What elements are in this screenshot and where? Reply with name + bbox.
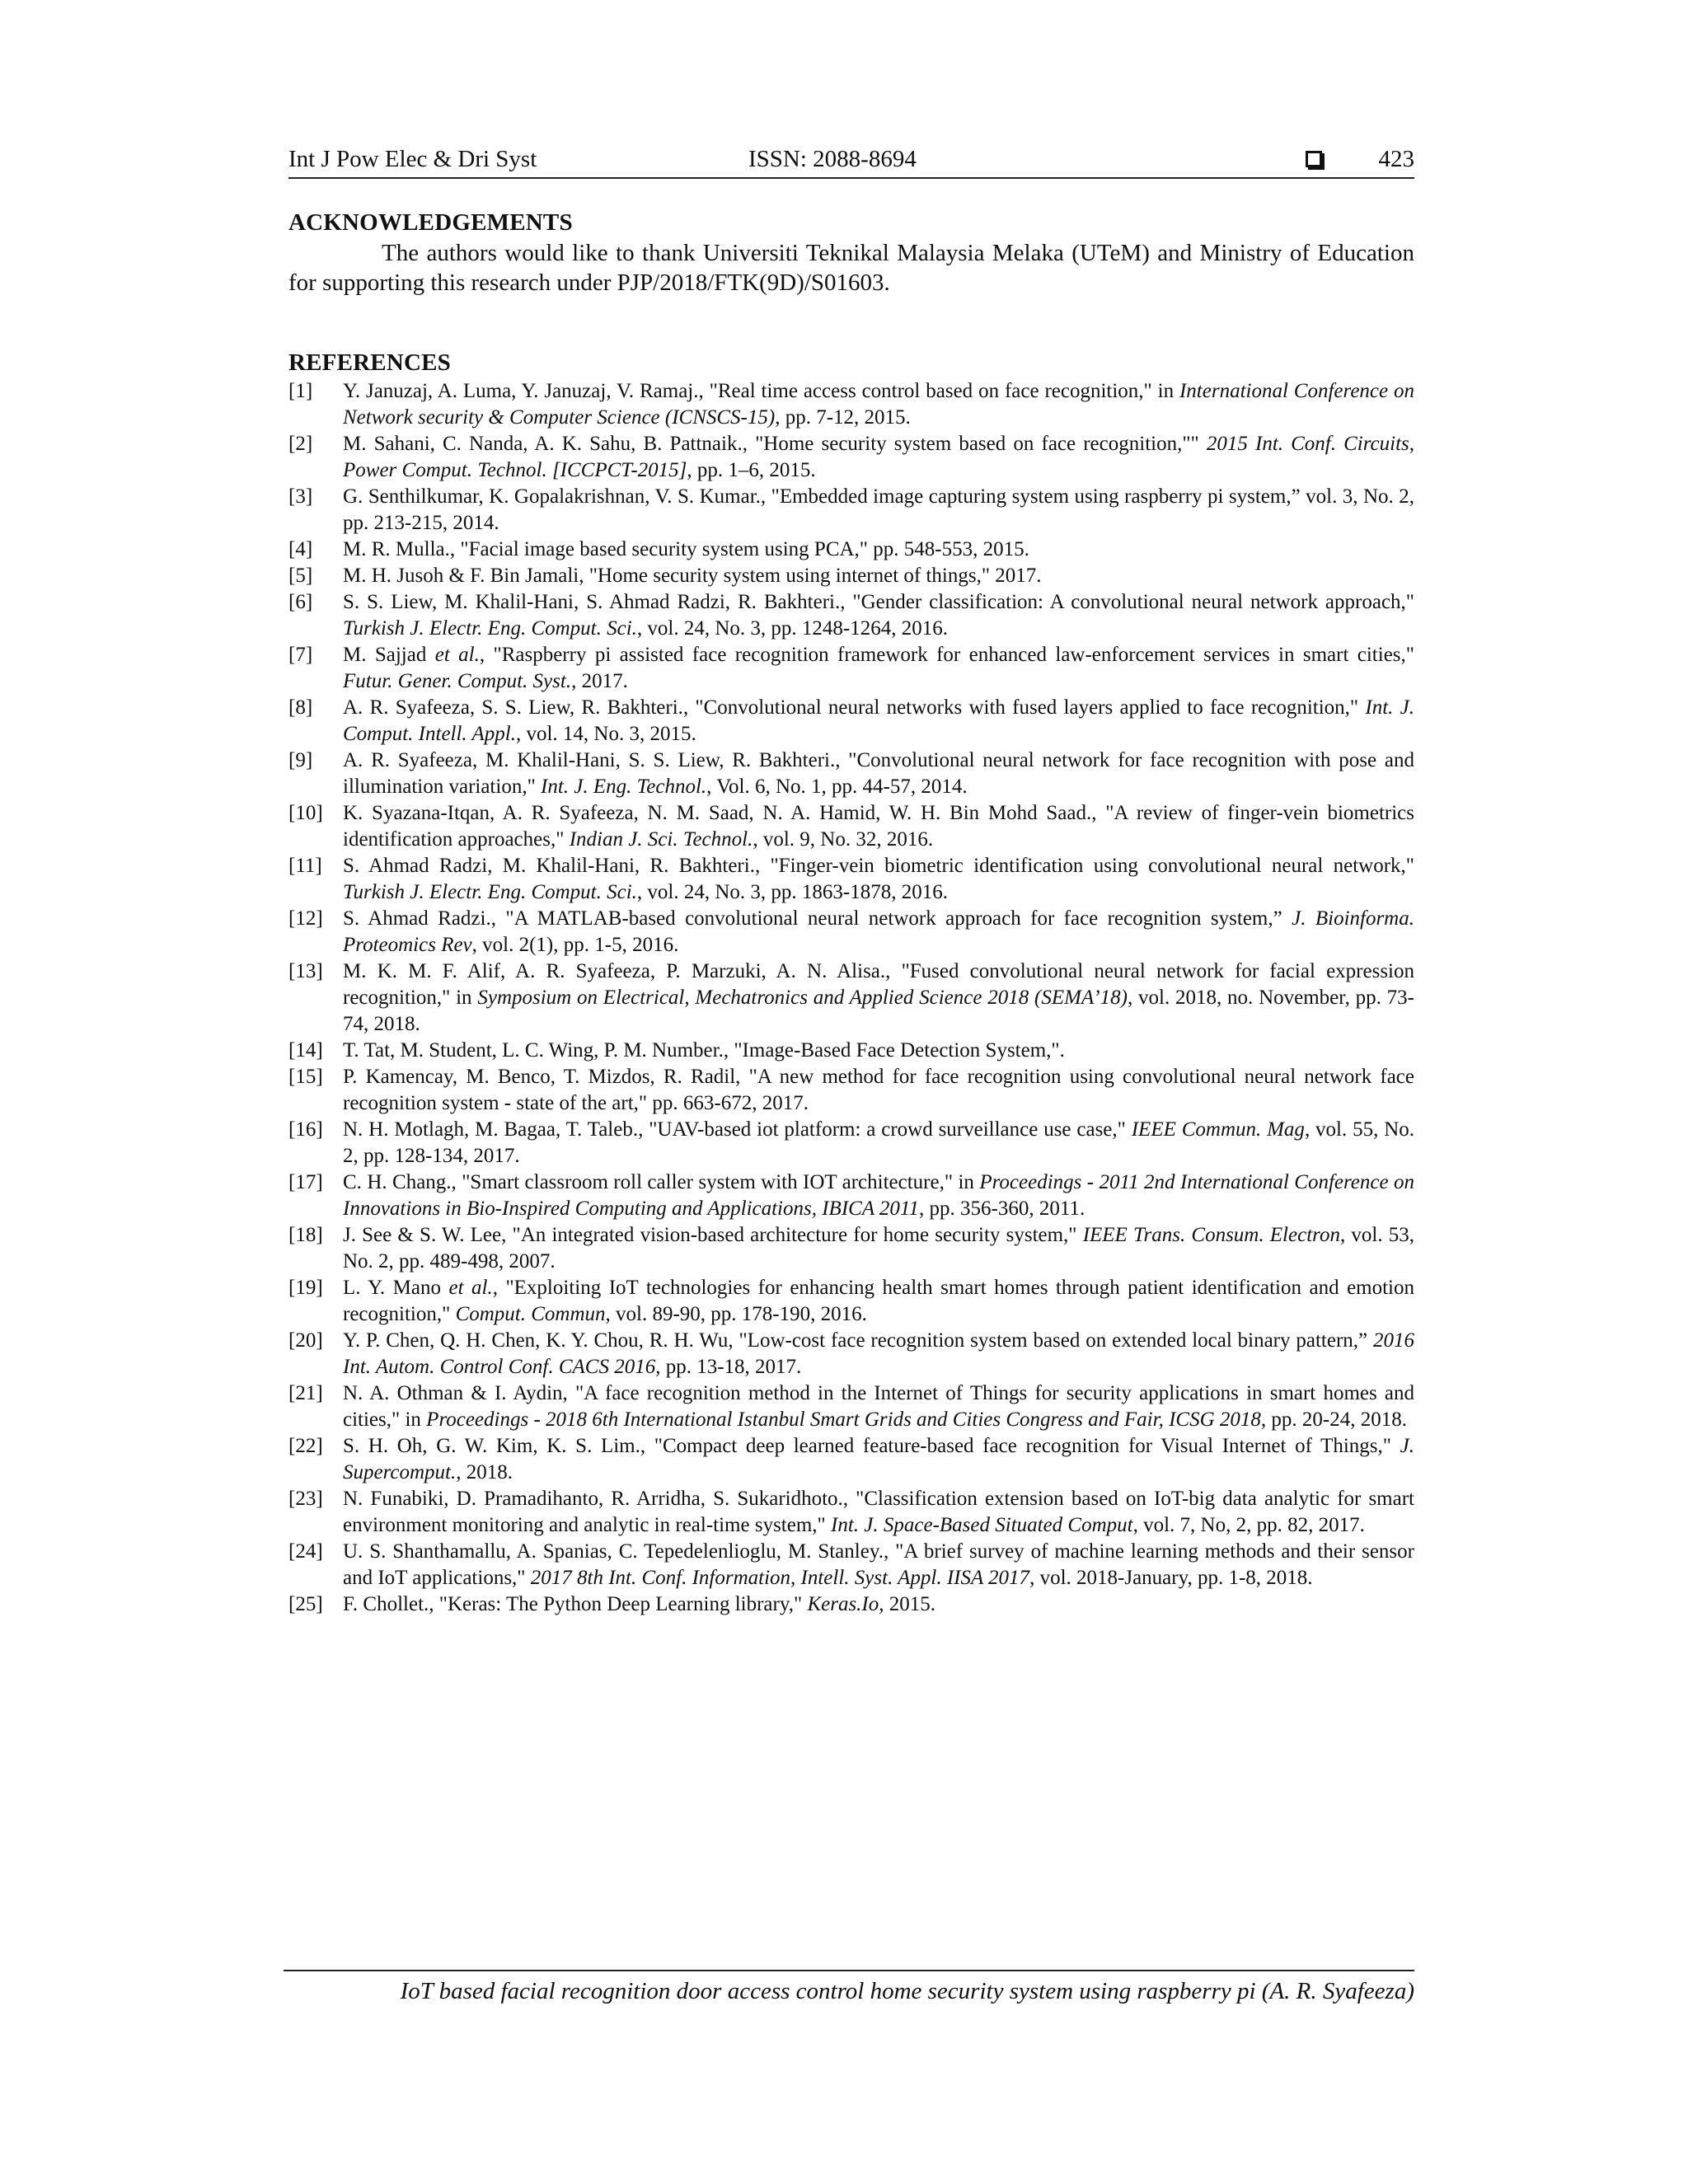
reference-text: , 2018. bbox=[456, 1461, 513, 1483]
reference-number: [12] bbox=[288, 907, 323, 930]
references-heading: REFERENCES bbox=[288, 349, 451, 376]
reference-source: IEEE Trans. Consum. Electron bbox=[1082, 1224, 1340, 1246]
reference-text: N. H. Motlagh, M. Bagaa, T. Taleb., "UAV-based iot platform: a crowd surveillance use case," bbox=[343, 1118, 1132, 1141]
reference-source: et al. bbox=[448, 1277, 493, 1299]
reference-source: Int. J. Comput. Intell. Appl. bbox=[343, 696, 1414, 745]
reference-source: Indian J. Sci. Technol. bbox=[569, 828, 753, 851]
reference-text: , vol. 14, No. 3, 2015. bbox=[515, 723, 696, 745]
reference-number: [11] bbox=[288, 855, 322, 877]
reference-text: , vol. 2018-January, pp. 1-8, 2018. bbox=[1029, 1567, 1313, 1589]
reference-text: Y. P. Chen, Q. H. Chen, K. Y. Chou, R. H. Wu, "Low-cost face recognition system based on extended local binary pattern,” bbox=[343, 1329, 1373, 1352]
reference-text: P. Kamencay, M. Benco, T. Mizdos, R. Radil, "A new method for face recognition using convolutional neural network face recognition system - state of the art," pp. 663-672, 2017. bbox=[343, 1066, 1414, 1114]
reference-text: U. S. Shanthamallu, A. Spanias, C. Tepedelenlioglu, M. Stanley., "A brief survey of machine learning methods and their sensor and IoT applications," bbox=[343, 1540, 1414, 1589]
reference-item bbox=[288, 695, 1414, 748]
reference-number: [21] bbox=[288, 1382, 323, 1404]
reference-text: , vol. 2(1), pp. 1-5, 2016. bbox=[471, 934, 679, 956]
reference-source: 2015 Int. Conf. Circuits, Power Comput. Technol. [ICCPCT-2015] bbox=[343, 433, 1415, 481]
reference-source: Turkish J. Electr. Eng. Comput. Sci. bbox=[343, 617, 637, 640]
reference-item bbox=[288, 378, 1414, 431]
reference-text: S. S. Liew, M. Khalil-Hani, S. Ahmad Radzi, R. Bakhteri., "Gender classification: A convolutional neural network approach," bbox=[343, 591, 1414, 613]
reference-source: Symposium on Electrical, Mechatronics and Applied Science 2018 (SEMA’18) bbox=[477, 987, 1128, 1009]
reference-number: [5] bbox=[288, 565, 313, 587]
reference-item bbox=[288, 800, 1414, 853]
reference-number: [19] bbox=[288, 1277, 323, 1299]
reference-text: , Vol. 6, No. 1, pp. 44-57, 2014. bbox=[706, 776, 968, 798]
reference-item bbox=[288, 1328, 1414, 1380]
reference-text: S. Ahmad Radzi, M. Khalil-Hani, R. Bakhteri., "Finger-vein biometric identification using convolutional neural network," bbox=[343, 855, 1414, 877]
reference-text: S. Ahmad Radzi., "A MATLAB-based convolutional neural network approach for face recognition system,” bbox=[343, 907, 1292, 930]
reference-number: [2] bbox=[288, 433, 313, 455]
reference-source: 2017 8th Int. Conf. Information, Intell. Syst. Appl. IISA 2017 bbox=[530, 1567, 1030, 1589]
reference-text: , vol. 7, No, 2, pp. 82, 2017. bbox=[1132, 1514, 1365, 1536]
reference-text: Y. Januzaj, A. Luma, Y. Januzaj, V. Ramaj., "Real time access control based on face recognition," in bbox=[343, 380, 1179, 402]
reference-item bbox=[288, 853, 1414, 906]
reference-text: , vol. 89-90, pp. 178-190, 2016. bbox=[605, 1303, 867, 1325]
reference-number: [10] bbox=[288, 802, 323, 824]
reference-source: Int. J. Eng. Technol. bbox=[541, 776, 707, 798]
reference-number: [9] bbox=[288, 749, 313, 771]
reference-number: [14] bbox=[288, 1039, 323, 1062]
reference-text: , pp. 356-360, 2011. bbox=[919, 1197, 1085, 1220]
reference-number: [3] bbox=[288, 485, 313, 508]
reference-number: [18] bbox=[288, 1224, 323, 1246]
reference-number: [7] bbox=[288, 644, 313, 666]
reference-text: , "Exploiting IoT technologies for enhancing health smart homes through patient identification and emotion recognition," bbox=[343, 1277, 1414, 1325]
reference-text: F. Chollet., "Keras: The Python Deep Learning library," bbox=[343, 1593, 808, 1615]
reference-source: Proceedings - 2011 2nd International Conference on Innovations in Bio-Inspired Computing and Applications, IBICA 2011 bbox=[343, 1171, 1414, 1220]
reference-number: [24] bbox=[288, 1540, 323, 1563]
reference-item bbox=[288, 1486, 1414, 1539]
reference-item bbox=[288, 589, 1414, 642]
reference-text: M. Sajjad bbox=[343, 644, 435, 666]
acknowledgements-body: The authors would like to thank Universiti Teknikal Malaysia Melaka (UTeM) and Ministry of Education for supporting this research under PJP/2018/FTK(9D)/S01603. bbox=[288, 240, 1414, 296]
running-footer: IoT based facial recognition door access control home security system using raspberry pi (A. R. Syafeeza) bbox=[284, 1970, 1414, 2005]
reference-text: M. K. M. F. Alif, A. R. Syafeeza, P. Marzuki, A. N. Alisa., "Fused convolutional neural network for facial expression recognition," in bbox=[343, 960, 1414, 1009]
reference-item bbox=[288, 1038, 1414, 1064]
reference-source: Keras.Io bbox=[807, 1593, 879, 1615]
paper-page bbox=[288, 0, 1414, 2184]
reference-text: , vol. 53, No. 2, pp. 489-498, 2007. bbox=[343, 1224, 1414, 1272]
reference-item bbox=[288, 1591, 1414, 1618]
reference-text: , pp. 13-18, 2017. bbox=[655, 1356, 802, 1378]
reference-source: et al. bbox=[434, 644, 480, 666]
reference-text: G. Senthilkumar, K. Gopalakrishnan, V. S. Kumar., "Embedded image capturing system using raspberry pi system,” vol. 3, No. 2, pp. 213-215, 2014. bbox=[343, 485, 1414, 534]
reference-number: [13] bbox=[288, 960, 323, 982]
reference-text: N. A. Othman & I. Aydin, "A face recognition method in the Internet of Things for security applications in smart homes and cities," in bbox=[343, 1382, 1414, 1431]
reference-text: A. R. Syafeeza, S. S. Liew, R. Bakhteri., "Convolutional neural networks with fused layers applied to face recognition," bbox=[343, 696, 1366, 719]
reference-source: IEEE Commun. Mag bbox=[1131, 1118, 1305, 1141]
reference-source: Proceedings - 2018 6th International Istanbul Smart Grids and Cities Congress and Fair, ICSG 2018 bbox=[426, 1408, 1261, 1431]
reference-item bbox=[288, 906, 1414, 958]
reference-text: M. R. Mulla., "Facial image based security system using PCA," pp. 548-553, 2015. bbox=[343, 538, 1029, 560]
reference-number: [25] bbox=[288, 1593, 323, 1615]
reference-item bbox=[288, 537, 1414, 563]
reference-source: International Conference on Network security & Computer Science (ICNSCS-15) bbox=[343, 380, 1414, 429]
reference-number: [15] bbox=[288, 1066, 323, 1088]
reference-number: [23] bbox=[288, 1488, 323, 1510]
reference-number: [17] bbox=[288, 1171, 323, 1193]
reference-text: , 2015. bbox=[879, 1593, 935, 1615]
reference-item bbox=[288, 1433, 1414, 1486]
reference-number: [16] bbox=[288, 1118, 323, 1141]
acknowledgements-heading: ACKNOWLEDGEMENTS bbox=[288, 209, 573, 236]
reference-item bbox=[288, 1169, 1414, 1222]
reference-text: , "Raspberry pi assisted face recognition framework for enhanced law-enforcement services in smart cities," bbox=[479, 644, 1414, 666]
checkbox-square-icon bbox=[1306, 151, 1322, 167]
reference-text: L. Y. Mano bbox=[343, 1277, 449, 1299]
reference-number: [8] bbox=[288, 696, 313, 719]
reference-number: [6] bbox=[288, 591, 313, 613]
reference-text: C. H. Chang., "Smart classroom roll caller system with IOT architecture," in bbox=[343, 1171, 980, 1193]
reference-source: J. Supercomput. bbox=[343, 1435, 1414, 1483]
reference-number: [4] bbox=[288, 538, 313, 560]
reference-item bbox=[288, 431, 1414, 484]
reference-number: [1] bbox=[288, 380, 313, 402]
reference-item bbox=[288, 1539, 1414, 1591]
journal-name: Int J Pow Elec & Dri Syst bbox=[288, 146, 537, 172]
reference-number: [20] bbox=[288, 1329, 323, 1352]
reference-text: A. R. Syafeeza, M. Khalil-Hani, S. S. Liew, R. Bakhteri., "Convolutional neural network for face recognition with pose and illumination variation," bbox=[343, 749, 1414, 798]
reference-text: , vol. 2018, no. November, pp. 73-74, 2018. bbox=[343, 987, 1414, 1035]
reference-item bbox=[288, 484, 1414, 537]
reference-source: J. Bioinforma. Proteomics Rev bbox=[343, 907, 1414, 956]
reference-source: Int. J. Space-Based Situated Comput bbox=[831, 1514, 1133, 1536]
issn-label: ISSN: 2088-8694 bbox=[748, 146, 917, 172]
reference-item bbox=[288, 958, 1414, 1038]
running-header bbox=[288, 144, 1414, 179]
reference-text: N. Funabiki, D. Pramadihanto, R. Arridha, S. Sukaridhoto., "Classification extension based on IoT-big data analytic for smart environment monitoring and analytic in real-time system," bbox=[343, 1488, 1414, 1536]
reference-item bbox=[288, 1222, 1414, 1275]
reference-item bbox=[288, 642, 1414, 695]
page-number: 423 bbox=[1378, 146, 1414, 172]
reference-list bbox=[288, 378, 1414, 1618]
reference-text: , vol. 9, No. 32, 2016. bbox=[753, 828, 934, 851]
reference-text: M. Sahani, C. Nanda, A. K. Sahu, B. Pattnaik., "Home security system based on face recognition,"" bbox=[343, 433, 1207, 455]
reference-text: S. H. Oh, G. W. Kim, K. S. Lim., "Compact deep learned feature-based face recognition for Visual Internet of Things," bbox=[343, 1435, 1400, 1457]
reference-text: M. H. Jusoh & F. Bin Jamali, "Home security system using internet of things," 2017. bbox=[343, 565, 1042, 587]
reference-source: Comput. Commun bbox=[455, 1303, 606, 1325]
reference-item bbox=[288, 1117, 1414, 1169]
reference-text: , pp. 1–6, 2015. bbox=[687, 459, 816, 481]
reference-text: , 2017. bbox=[571, 670, 628, 692]
reference-source: Futur. Gener. Comput. Syst. bbox=[343, 670, 572, 692]
reference-item bbox=[288, 1275, 1414, 1328]
reference-text: , pp. 7-12, 2015. bbox=[775, 406, 911, 429]
reference-item bbox=[288, 1064, 1414, 1117]
reference-item bbox=[288, 748, 1414, 800]
reference-text: K. Syazana-Itqan, A. R. Syafeeza, N. M. Saad, N. A. Hamid, W. H. Bin Mohd Saad., "A review of finger-vein biometrics identification approaches," bbox=[343, 802, 1414, 851]
reference-text: T. Tat, M. Student, L. C. Wing, P. M. Number., "Image-Based Face Detection System,". bbox=[343, 1039, 1065, 1062]
reference-text: , vol. 55, No. 2, pp. 128-134, 2017. bbox=[343, 1118, 1415, 1167]
reference-source: Turkish J. Electr. Eng. Comput. Sci. bbox=[343, 881, 637, 903]
reference-item bbox=[288, 1380, 1414, 1433]
reference-source: 2016 Int. Autom. Control Conf. CACS 2016 bbox=[343, 1329, 1414, 1378]
reference-text: , pp. 20-24, 2018. bbox=[1260, 1408, 1407, 1431]
reference-text: , vol. 24, No. 3, pp. 1248-1264, 2016. bbox=[636, 617, 948, 640]
reference-text: , vol. 24, No. 3, pp. 1863-1878, 2016. bbox=[636, 881, 948, 903]
reference-text: J. See & S. W. Lee, "An integrated vision-based architecture for home security system," bbox=[343, 1224, 1083, 1246]
reference-item bbox=[288, 563, 1414, 589]
reference-number: [22] bbox=[288, 1435, 323, 1457]
